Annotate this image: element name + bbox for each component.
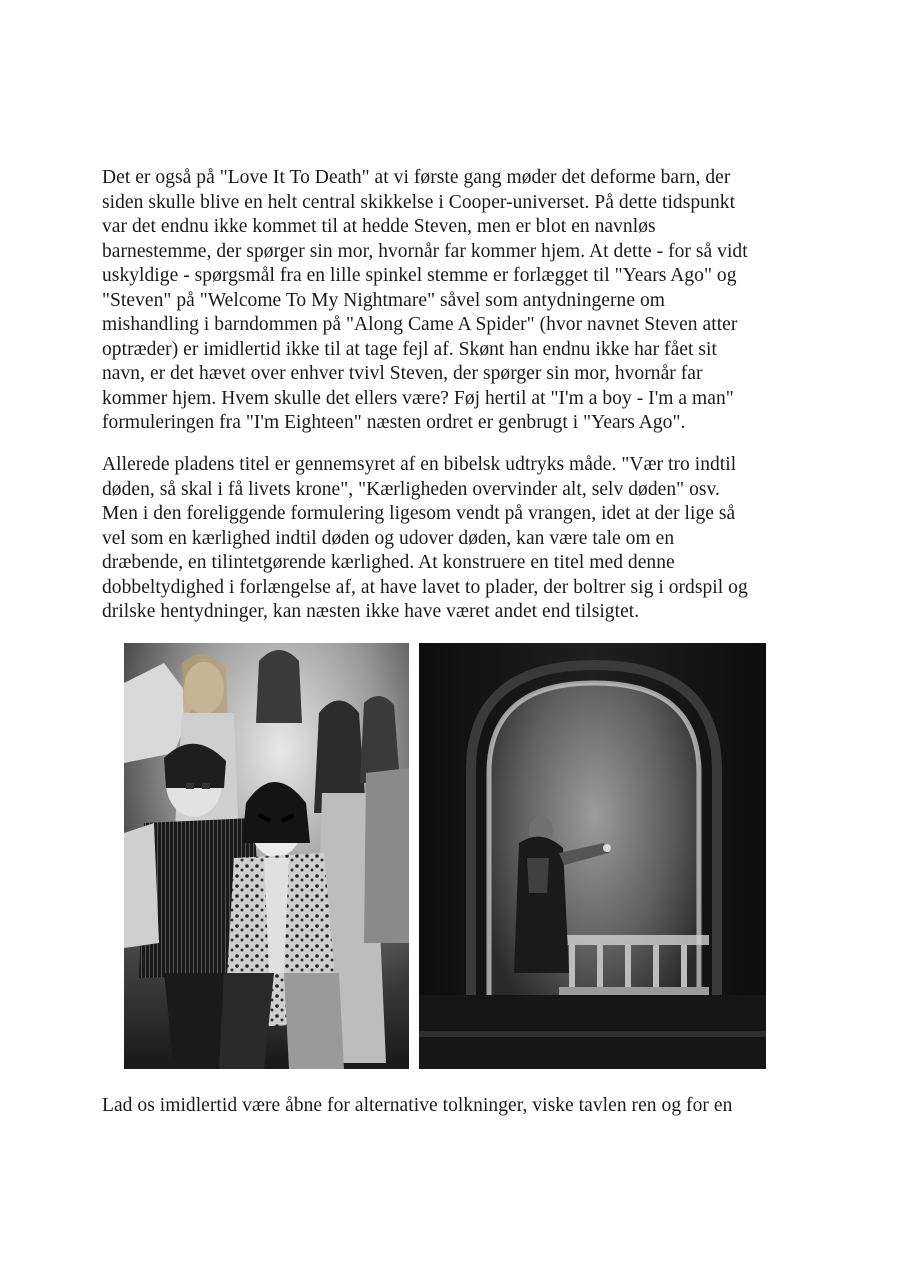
paragraph-1 (102, 166, 802, 436)
paragraph-line: barnestemme, der spørger sin mor, hvornår far kommer hjem. At dette - for så vidt (102, 240, 748, 262)
paragraph-line: Allerede pladens titel er gennemsyret af en bibelsk udtryks måde. "Vær tro indtil (102, 454, 737, 475)
paragraph-line: vel som en kærlighed indtil døden og udover døden, kan være tale om en (102, 527, 675, 549)
paragraph-line: mishandling i barndommen på "Along Came A Spider" (hvor navnet Steven atter (102, 314, 738, 335)
paragraph-line: siden skulle blive en helt central skikkelse i Cooper-universet. På dette tidspunkt (102, 191, 736, 213)
paragraph-line: var det endnu ikke kommet til at hedde Steven, men er blot en navnløs (102, 216, 656, 237)
paragraph-line: kommer hjem. Hvem skulle det ellers være? Føj hertil at "I'm a boy - I'm a man" (102, 387, 734, 409)
paragraph-line: Det er også på "Love It To Death" at vi første gang møder det deforme barn, der (102, 167, 731, 188)
paragraph-line: drilske hentydninger, kan næsten ikke have været andet end tilsigtet. (102, 601, 640, 622)
paragraph-line: dobbeltydighed i forlængelse af, at have lavet to plader, der boltrer sig i ordspil og (102, 576, 748, 598)
band-photo (124, 643, 409, 1069)
paragraph-line: "Steven" på "Welcome To My Nightmare" såvel som antydningerne om (102, 289, 665, 311)
paragraph-line: uskyldige - spørgsmål fra en lille spinkel stemme er forlægget til "Years Ago" og (102, 265, 737, 286)
band-photo-graphic (124, 643, 409, 1069)
paragraph-line: dræbende, en tilintetgørende kærlighed. At konstruere en titel med denne (102, 552, 675, 573)
arch-window-photo (419, 643, 766, 1069)
paragraph-line: formuleringen fra "I'm Eighteen" næsten ordret er genbrugt i "Years Ago". (102, 412, 686, 433)
paragraph-line: Men i den foreliggende formulering ligesom vendt på vrangen, idet at der lige så (102, 503, 736, 524)
arch-window-graphic (419, 643, 766, 1069)
paragraph-line: døden, så skal i få livets krone", "Kærligheden overvinder alt, selv døden" osv. (102, 478, 720, 500)
paragraph-3 (102, 1094, 802, 1119)
paragraph-line: Lad os imidlertid være åbne for alternative tolkninger, viske tavlen ren og for en (102, 1095, 733, 1116)
paragraph-line: optræder) er imidlertid ikke til at tage fejl af. Skønt han endnu ikke har fået sit (102, 338, 717, 360)
paragraph-2 (102, 453, 802, 625)
paragraph-line: navn, er det hævet over enhver tvivl Steven, der spørger sin mor, hvornår far (102, 363, 703, 384)
